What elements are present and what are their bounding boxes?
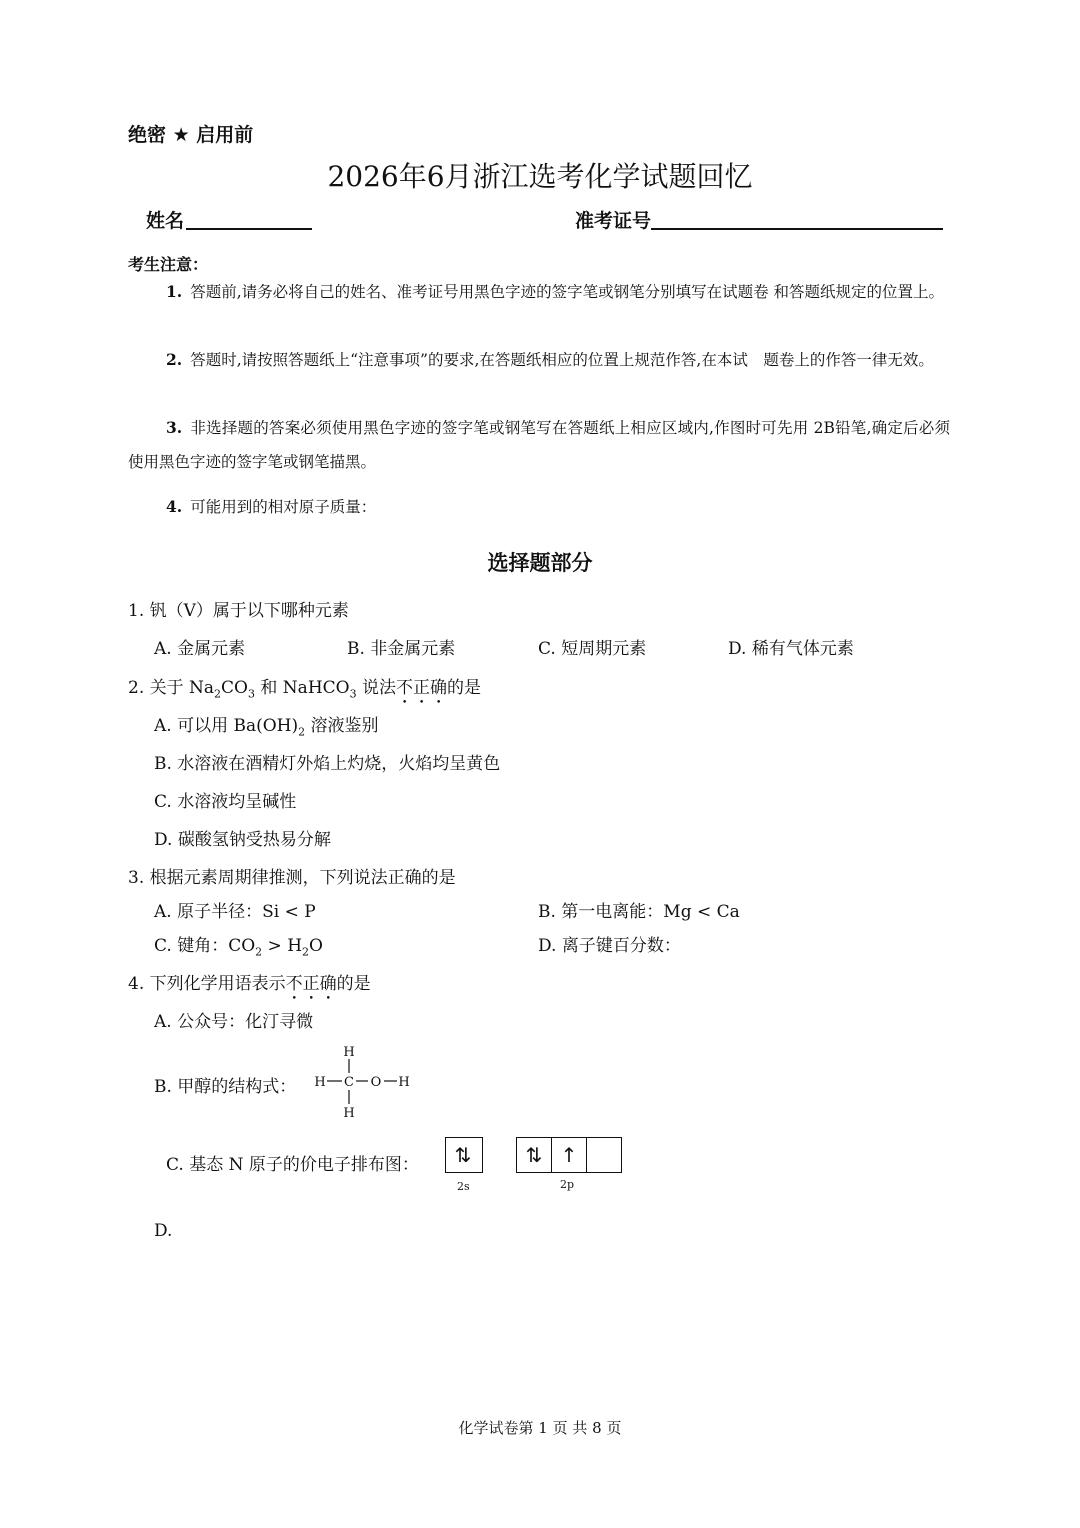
question-2-stem: 2. 关于 $Na_2CO_3$ 和 NaHCO$_3$ 说法不正确的是 <box>128 678 481 701</box>
name-label: 姓名 <box>146 210 185 232</box>
question-3-stem: 3. 根据元素周期律推测，下列说法正确的是 <box>128 868 456 888</box>
confidential-label: 绝密 ★ 启用前 <box>128 124 254 146</box>
exam-title: 2026年6月浙江选考化学试题回忆 <box>327 160 753 193</box>
q1-option-c: C. 短周期元素 <box>538 639 647 659</box>
q1-option-a: A. 金属元素 <box>154 639 246 659</box>
name-blank-line[interactable] <box>186 228 312 230</box>
atom-h: H <box>398 1075 410 1090</box>
q1-option-d: D. 稀有气体元素 <box>728 639 854 659</box>
notice-item: 3. 非选择题的答案必须使用黑色字迹的签字笔或钢笔写在答题纸上相应区域内,作图时可先用 2B铅笔,确定后必须使用黑色字迹的签字笔或钢笔描黑。 <box>128 418 950 471</box>
q1-option-b: B. 非金属元素 <box>347 639 456 659</box>
q4-option-a: A. 公众号：化汀寻微 <box>154 1012 314 1032</box>
q3-option-c: C. 键角：$CO_2 > H_2O$ <box>154 936 323 959</box>
atom-c: C <box>344 1075 354 1090</box>
methanol-structure <box>310 1043 420 1119</box>
atom-o: O <box>370 1075 382 1090</box>
orbital-cell: ⇅ <box>454 1143 472 1167</box>
q3-option-d: D. 离子键百分数： <box>538 936 681 956</box>
orbital-label-2p: 2p <box>560 1178 575 1191</box>
q4-option-d: D. <box>154 1221 173 1241</box>
q2-option-c: C. 水溶液均呈碱性 <box>154 792 297 812</box>
q3-option-b: B. 第一电离能：Mg < Ca <box>538 902 740 922</box>
emphasis-text: 不正确 <box>396 678 447 698</box>
q2-option-b: B. 水溶液在酒精灯外焰上灼烧，火焰均呈黄色 <box>154 754 501 774</box>
atom-h: H <box>343 1106 355 1119</box>
notice-item: 1. 答题前,请务必将自己的姓名、准考证号用黑色字迹的签字笔或钢笔分别填写在试题卷 和答题纸规定的位置上。 <box>166 282 945 301</box>
orbital-box-2p <box>516 1137 622 1173</box>
emphasis-text: 不正确 <box>285 974 337 994</box>
section-title: 选择题部分 <box>487 551 593 575</box>
orbital-cell <box>587 1138 621 1172</box>
q4-option-b: B. 甲醇的结构式： <box>154 1077 297 1097</box>
notice-heading: 考生注意： <box>128 255 209 274</box>
atom-h: H <box>343 1045 355 1060</box>
id-label: 准考证号 <box>575 210 652 232</box>
question-4-stem: 4. 下列化学用语表示不正确的是 <box>128 974 371 994</box>
page-footer: 化学试卷第 1 页 共 8 页 <box>458 1419 622 1437</box>
q2-option-a: A. 可以用 $Ba(OH)_2$ 溶液鉴别 <box>154 716 379 739</box>
q2-option-d: D. 碳酸氢钠受热易分解 <box>154 830 331 850</box>
atom-h: H <box>314 1075 326 1090</box>
orbital-label-2s: 2s <box>457 1180 470 1193</box>
id-blank-line[interactable] <box>651 228 943 230</box>
q4-option-c: C. 基态 N 原子的价电子排布图： <box>166 1155 419 1175</box>
notice-item: 2. 答题时,请按照答题纸上“注意事项”的要求,在答题纸相应的位置上规范作答,在本试 题卷上的作答一律无效。 <box>166 350 934 369</box>
orbital-box-2s <box>445 1137 483 1173</box>
notice-item: 4. 可能用到的相对原子质量： <box>166 497 377 516</box>
q3-option-a: A. 原子半径：Si < P <box>154 902 316 922</box>
orbital-cell: ⇅ <box>525 1143 543 1167</box>
question-1-stem: 1. 钒（V）属于以下哪种元素 <box>128 601 349 621</box>
orbital-cell: ↑ <box>560 1143 578 1167</box>
